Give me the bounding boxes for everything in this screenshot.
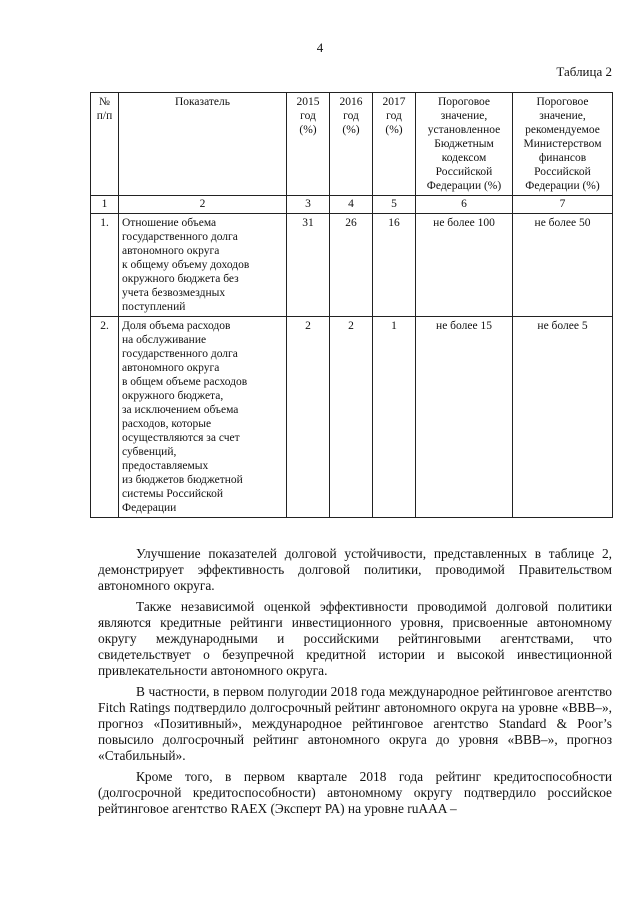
paragraph: Кроме того, в первом квартале 2018 года рейтинг кредитоспособности (долгосрочной кредитоспособности) автономному округу подтвердило российское рейтинговое агентство RAEX (Эксперт РА) на уровне ruAAA –	[98, 768, 612, 817]
column-number: 6	[416, 196, 513, 214]
threshold-minfin: не более 5	[513, 317, 613, 518]
threshold-budget-code: не более 100	[416, 214, 513, 317]
header-2017: 2017 год (%)	[373, 93, 416, 196]
body-text	[98, 546, 612, 821]
column-numbers-row	[91, 196, 613, 214]
value-2016: 2	[330, 317, 373, 518]
table-caption: Таблица 2	[556, 64, 612, 79]
column-number: 3	[287, 196, 330, 214]
table-header-row	[91, 93, 613, 196]
row-indicator: Доля объема расходов на обслуживание государственного долга автономного округа в общем объеме расходов окружного бюджета, за исключением объема расходов, которые осуществляются за счет субвенций, предоставляемых из бюджетов бюджетной системы Российской Федерации	[119, 317, 287, 518]
table-row	[91, 317, 613, 518]
value-2015: 31	[287, 214, 330, 317]
row-number: 1.	[91, 214, 119, 317]
header-2016: 2016 год (%)	[330, 93, 373, 196]
row-number: 2.	[91, 317, 119, 518]
header-threshold-budget-code: Пороговое значение, установленное Бюджетным кодексом Российской Федерации (%)	[416, 93, 513, 196]
indicators-table	[90, 92, 613, 518]
column-number: 5	[373, 196, 416, 214]
value-2017: 16	[373, 214, 416, 317]
header-num: № п/п	[91, 93, 119, 196]
page-number: 4	[316, 40, 324, 55]
row-indicator: Отношение объема государственного долга автономного округа к общему объему доходов окружного бюджета без учета безвозмездных поступлений	[119, 214, 287, 317]
table-row	[91, 214, 613, 317]
column-number: 7	[513, 196, 613, 214]
paragraph: Также независимой оценкой эффективности проводимой долговой политики являются кредитные рейтинги инвестиционного уровня, присвоенные автономному округу международными и российскими рейтинговыми агентствами, что свидетельствует о безупречной кредитной истории и высокой инвестиционной привлекательности автономного округа.	[98, 598, 612, 679]
value-2017: 1	[373, 317, 416, 518]
value-2016: 26	[330, 214, 373, 317]
header-2015: 2015 год (%)	[287, 93, 330, 196]
header-indicator: Показатель	[119, 93, 287, 196]
threshold-minfin: не более 50	[513, 214, 613, 317]
threshold-budget-code: не более 15	[416, 317, 513, 518]
column-number: 2	[119, 196, 287, 214]
paragraph: Улучшение показателей долговой устойчивости, представленных в таблице 2, демонстрирует эффективность долговой политики, проводимой Правительством автономного округа.	[98, 546, 612, 594]
header-threshold-minfin: Пороговое значение, рекомендуемое Министерством финансов Российской Федерации (%)	[513, 93, 613, 196]
paragraph: В частности, в первом полугодии 2018 года международное рейтинговое агентство Fitch Ratings подтвердило долгосрочный рейтинг автономного округа на уровне «BBB–», прогноз «Позитивный», международное рейтинговое агентство Standard & Poor’s повысило долгосрочный рейтинг автономного округа до уровня «BBB–», прогноз «Стабильный».	[98, 683, 612, 764]
value-2015: 2	[287, 317, 330, 518]
column-number: 4	[330, 196, 373, 214]
column-number: 1	[91, 196, 119, 214]
